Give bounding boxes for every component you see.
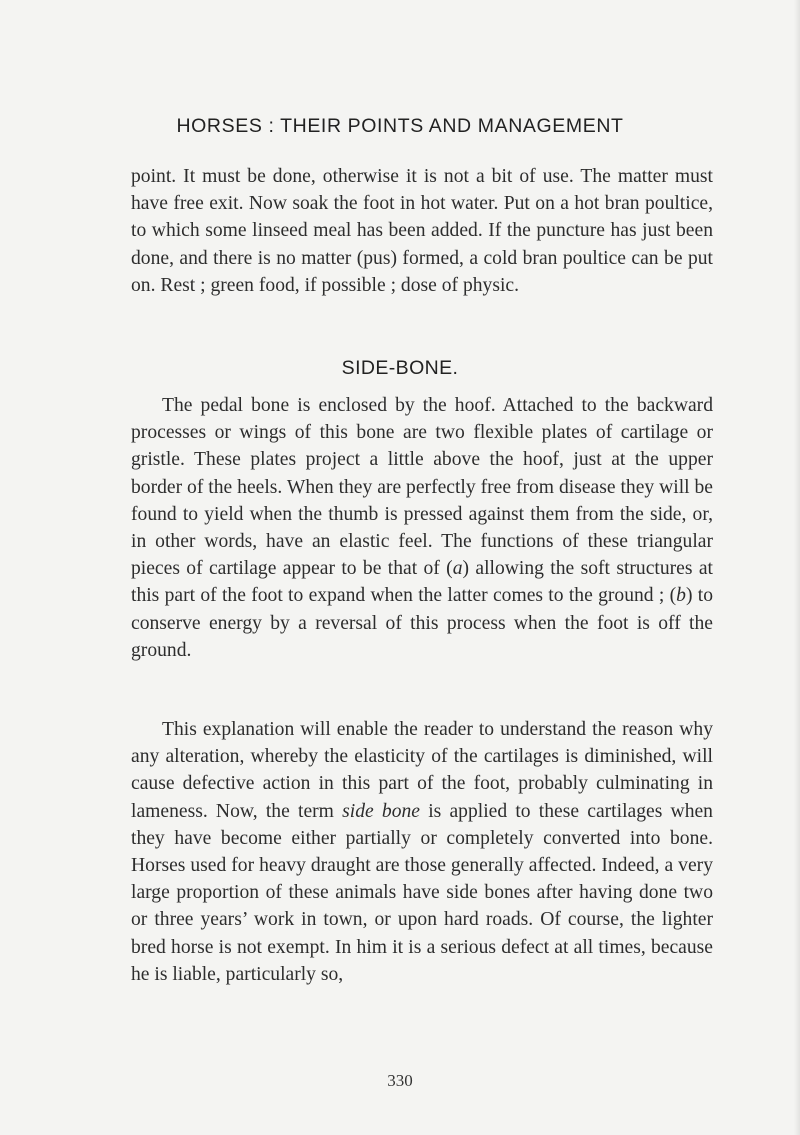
- text-run: The pedal bone is enclosed by the hoof. Attached to the backward processes or wings of this bone are two flexible plates of cartilage or gristle. These plates project a little above the hoof, just at the upper border of the heels. When they are perfectly free from disease they will be found to yield when the thumb is pressed against them from the side, or, in other words, have an elastic feel. The functions of these triangular pieces of cartilage appear to be that of (: [131, 395, 713, 580]
- paragraph-text: point. It must be done, otherwise it is not a bit of use. The matter must have free exit. Now soak the foot in hot water. Put on a hot bran poultice, to which some linseed meal has been added. If the puncture has just been done, and there is no matter (pus) formed, a cold bran poultice can be put on. Rest ; green food, if possible ; dose of physic.: [131, 166, 713, 296]
- section-heading: SIDE-BONE.: [341, 357, 459, 379]
- paragraph-side-bone-anatomy: [131, 392, 713, 664]
- text-run: ) allowing the soft structures at this part of the foot to expand when the latter comes to the ground ; (: [131, 558, 713, 607]
- paragraph-side-bone-explanation: [131, 716, 713, 988]
- paragraph-text: [131, 716, 713, 988]
- page-edge-shadow: [794, 0, 800, 1135]
- text-run: is applied to these cartilages when they have become either partially or completely converted into bone. Horses used for heavy draught are those generally affected. Indeed, a very large proportion of these animals have side bones after having done two or three years’ work in town, or upon hard roads. Of course, the lighter bred horse is not exempt. In him it is a serious defect at all times, because he is liable, particularly so,: [131, 800, 713, 985]
- paragraph-puncture-treatment: [131, 163, 713, 299]
- running-head: HORSES : THEIR POINTS AND MANAGEMENT: [176, 115, 624, 137]
- enumerator-a: a: [452, 558, 463, 580]
- paragraph-text: [131, 392, 713, 664]
- text-run: ) to conserve energy by a reversal of this process when the foot is off the ground.: [131, 585, 713, 661]
- text-run: This explanation will enable the reader to understand the reason why any alteration, whereby the elasticity of the cartilages is diminished, will cause defective action in this part of the foot, probably culminating in lameness. Now, the term: [131, 719, 713, 822]
- page-number: 330: [387, 1071, 413, 1090]
- italic-term: side bone: [342, 800, 420, 822]
- enumerator-b: b: [676, 585, 686, 607]
